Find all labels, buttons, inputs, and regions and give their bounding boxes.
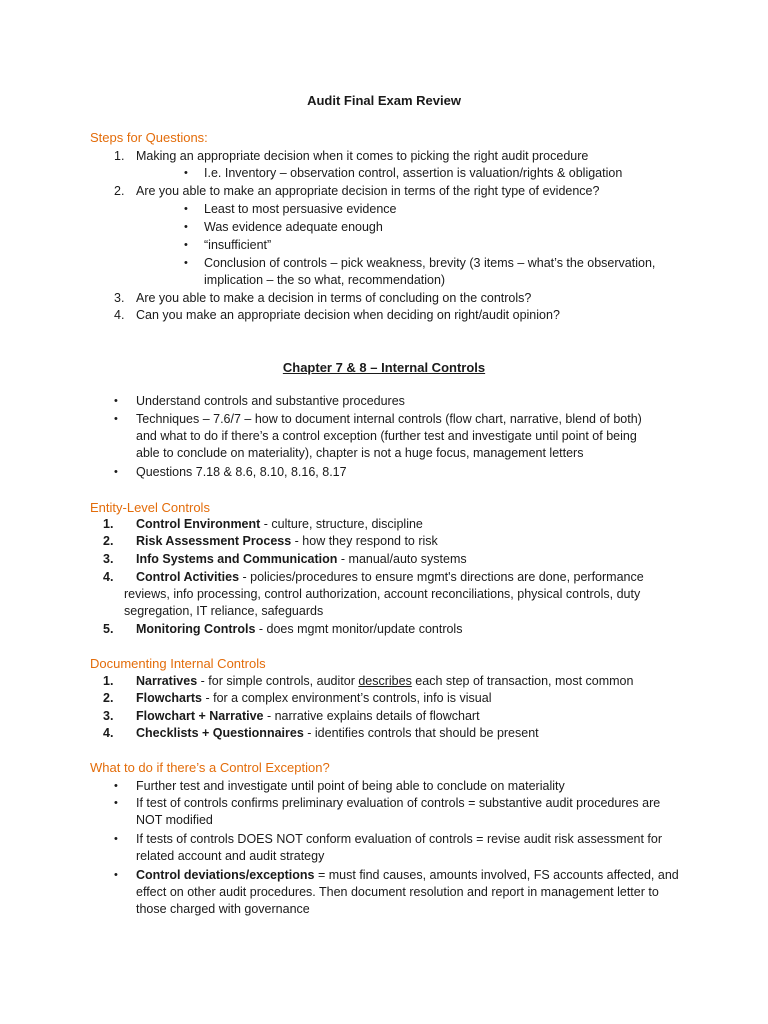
documenting-item-desc: - narrative explains details of flowchart bbox=[263, 709, 480, 723]
chapter-bullet-continued: able to conclude on materiality), chapter is not a huge focus, management letters bbox=[136, 446, 584, 460]
exception-bullet: Further test and investigate until point of being able to conclude on materiality bbox=[136, 779, 565, 793]
steps-heading: Steps for Questions: bbox=[90, 130, 208, 145]
chapter-bullet: Techniques – 7.6/7 – how to document internal controls (flow chart, narrative, blend of both) bbox=[136, 412, 642, 426]
exception-heading: What to do if there’s a Control Exception? bbox=[90, 760, 330, 775]
chapter-bullet: Understand controls and substantive procedures bbox=[136, 394, 405, 408]
exception-bullet-continued: related account and audit strategy bbox=[136, 849, 325, 863]
step-text: Are you able to make an appropriate decision in terms of the right type of evidence? bbox=[136, 184, 600, 198]
documenting-heading: Documenting Internal Controls bbox=[90, 656, 266, 671]
bullet-icon: • bbox=[114, 869, 118, 881]
entity-item-title: Monitoring Controls bbox=[136, 622, 256, 636]
entity-item-desc: - how they respond to risk bbox=[291, 534, 438, 548]
step-number: 3. bbox=[114, 291, 125, 305]
exception-bullet: If test of controls confirms preliminary evaluation of controls = substantive audit procedures are bbox=[136, 796, 661, 810]
documenting-item-emphasis: describes bbox=[358, 674, 412, 688]
documenting-item bbox=[136, 708, 480, 725]
entity-item bbox=[136, 551, 467, 568]
step-subitem: “insufficient” bbox=[204, 238, 272, 252]
documenting-number: 1. bbox=[103, 674, 114, 688]
entity-item bbox=[136, 569, 644, 586]
exception-bullet: If tests of controls DOES NOT conform evaluation of controls = revise audit risk assessment for bbox=[136, 832, 663, 846]
step-number: 1. bbox=[114, 149, 125, 163]
bullet-icon: • bbox=[184, 257, 188, 269]
entity-item-title: Control Environment bbox=[136, 517, 261, 531]
entity-number: 3. bbox=[103, 552, 114, 566]
exception-bold-lead: Control deviations/exceptions bbox=[136, 868, 315, 882]
step-subitem: Conclusion of controls – pick weakness, brevity (3 items – what’s the observation, bbox=[204, 256, 656, 270]
documenting-item-desc: - for simple controls, auditor bbox=[197, 674, 359, 688]
chapter-bullet-continued: and what to do if there’s a control exception (further test and investigate until point of being bbox=[136, 429, 637, 443]
entity-number: 4. bbox=[103, 570, 114, 584]
step-number: 2. bbox=[114, 184, 125, 198]
bullet-icon: • bbox=[114, 466, 118, 478]
document-title: Audit Final Exam Review bbox=[307, 93, 461, 108]
step-subitem: Least to most persuasive evidence bbox=[204, 202, 397, 216]
entity-item bbox=[136, 621, 462, 638]
entity-item-continued: reviews, info processing, control authorization, account reconciliations, physical controls, duty bbox=[124, 587, 641, 601]
documenting-item-desc: - for a complex environment’s controls, info is visual bbox=[202, 691, 492, 705]
bullet-icon: • bbox=[184, 239, 188, 251]
step-text: Making an appropriate decision when it comes to picking the right audit procedure bbox=[136, 149, 589, 163]
entity-item-desc: - policies/procedures to ensure mgmt's directions are done, performance bbox=[239, 570, 644, 584]
chapter-heading: Chapter 7 & 8 – Internal Controls bbox=[282, 360, 486, 375]
entity-number: 5. bbox=[103, 622, 114, 636]
step-subitem-continued: implication – the so what, recommendation) bbox=[204, 273, 446, 287]
step-number: 4. bbox=[114, 308, 125, 322]
step-text: Can you make an appropriate decision when deciding on right/audit opinion? bbox=[136, 308, 560, 322]
exception-bullet bbox=[136, 867, 679, 884]
entity-item bbox=[136, 516, 423, 533]
documenting-item-desc: - identifies controls that should be present bbox=[303, 726, 539, 740]
documenting-number: 2. bbox=[103, 691, 114, 705]
documenting-item-title: Narratives bbox=[136, 674, 198, 688]
bullet-icon: • bbox=[114, 395, 118, 407]
step-subitem: Was evidence adequate enough bbox=[204, 220, 383, 234]
documenting-item-title: Flowcharts bbox=[136, 691, 202, 705]
bullet-icon: • bbox=[184, 203, 188, 215]
step-subitem: I.e. Inventory – observation control, assertion is valuation/rights & obligation bbox=[204, 166, 623, 180]
chapter-bullet: Questions 7.18 & 8.6, 8.10, 8.16, 8.17 bbox=[136, 465, 347, 479]
entity-item-continued: segregation, IT reliance, safeguards bbox=[124, 604, 324, 618]
bullet-icon: • bbox=[184, 221, 188, 233]
documenting-item bbox=[136, 673, 633, 690]
entity-item-desc: - culture, structure, discipline bbox=[260, 517, 423, 531]
entity-number: 2. bbox=[103, 534, 114, 548]
bullet-icon: • bbox=[114, 413, 118, 425]
entity-number: 1. bbox=[103, 517, 114, 531]
documenting-item bbox=[136, 690, 491, 707]
documenting-number: 3. bbox=[103, 709, 114, 723]
exception-bullet-continued: NOT modified bbox=[136, 813, 213, 827]
exception-bullet-text: = must find causes, amounts involved, FS accounts affected, and bbox=[318, 868, 679, 882]
entity-heading: Entity-Level Controls bbox=[90, 500, 210, 515]
entity-item-desc: - manual/auto systems bbox=[337, 552, 467, 566]
step-text: Are you able to make a decision in terms of concluding on the controls? bbox=[136, 291, 532, 305]
bullet-icon: • bbox=[114, 797, 118, 809]
bullet-icon: • bbox=[114, 833, 118, 845]
entity-item-title: Risk Assessment Process bbox=[136, 534, 292, 548]
exception-bullet-continued: effect on other audit procedures. Then document resolution and report in management letter to bbox=[136, 885, 659, 899]
documenting-number: 4. bbox=[103, 726, 114, 740]
documenting-item-title: Flowchart + Narrative bbox=[136, 709, 264, 723]
entity-item-desc: - does mgmt monitor/update controls bbox=[255, 622, 463, 636]
bullet-icon: • bbox=[184, 167, 188, 179]
entity-item-title: Info Systems and Communication bbox=[136, 552, 338, 566]
documenting-item bbox=[136, 725, 539, 742]
entity-item-title: Control Activities bbox=[136, 570, 240, 584]
documenting-item-title: Checklists + Questionnaires bbox=[136, 726, 304, 740]
documenting-item-desc-end: each step of transaction, most common bbox=[411, 674, 634, 688]
exception-bullet-continued: those charged with governance bbox=[136, 902, 310, 916]
bullet-icon: • bbox=[114, 780, 118, 792]
entity-item bbox=[136, 533, 438, 550]
